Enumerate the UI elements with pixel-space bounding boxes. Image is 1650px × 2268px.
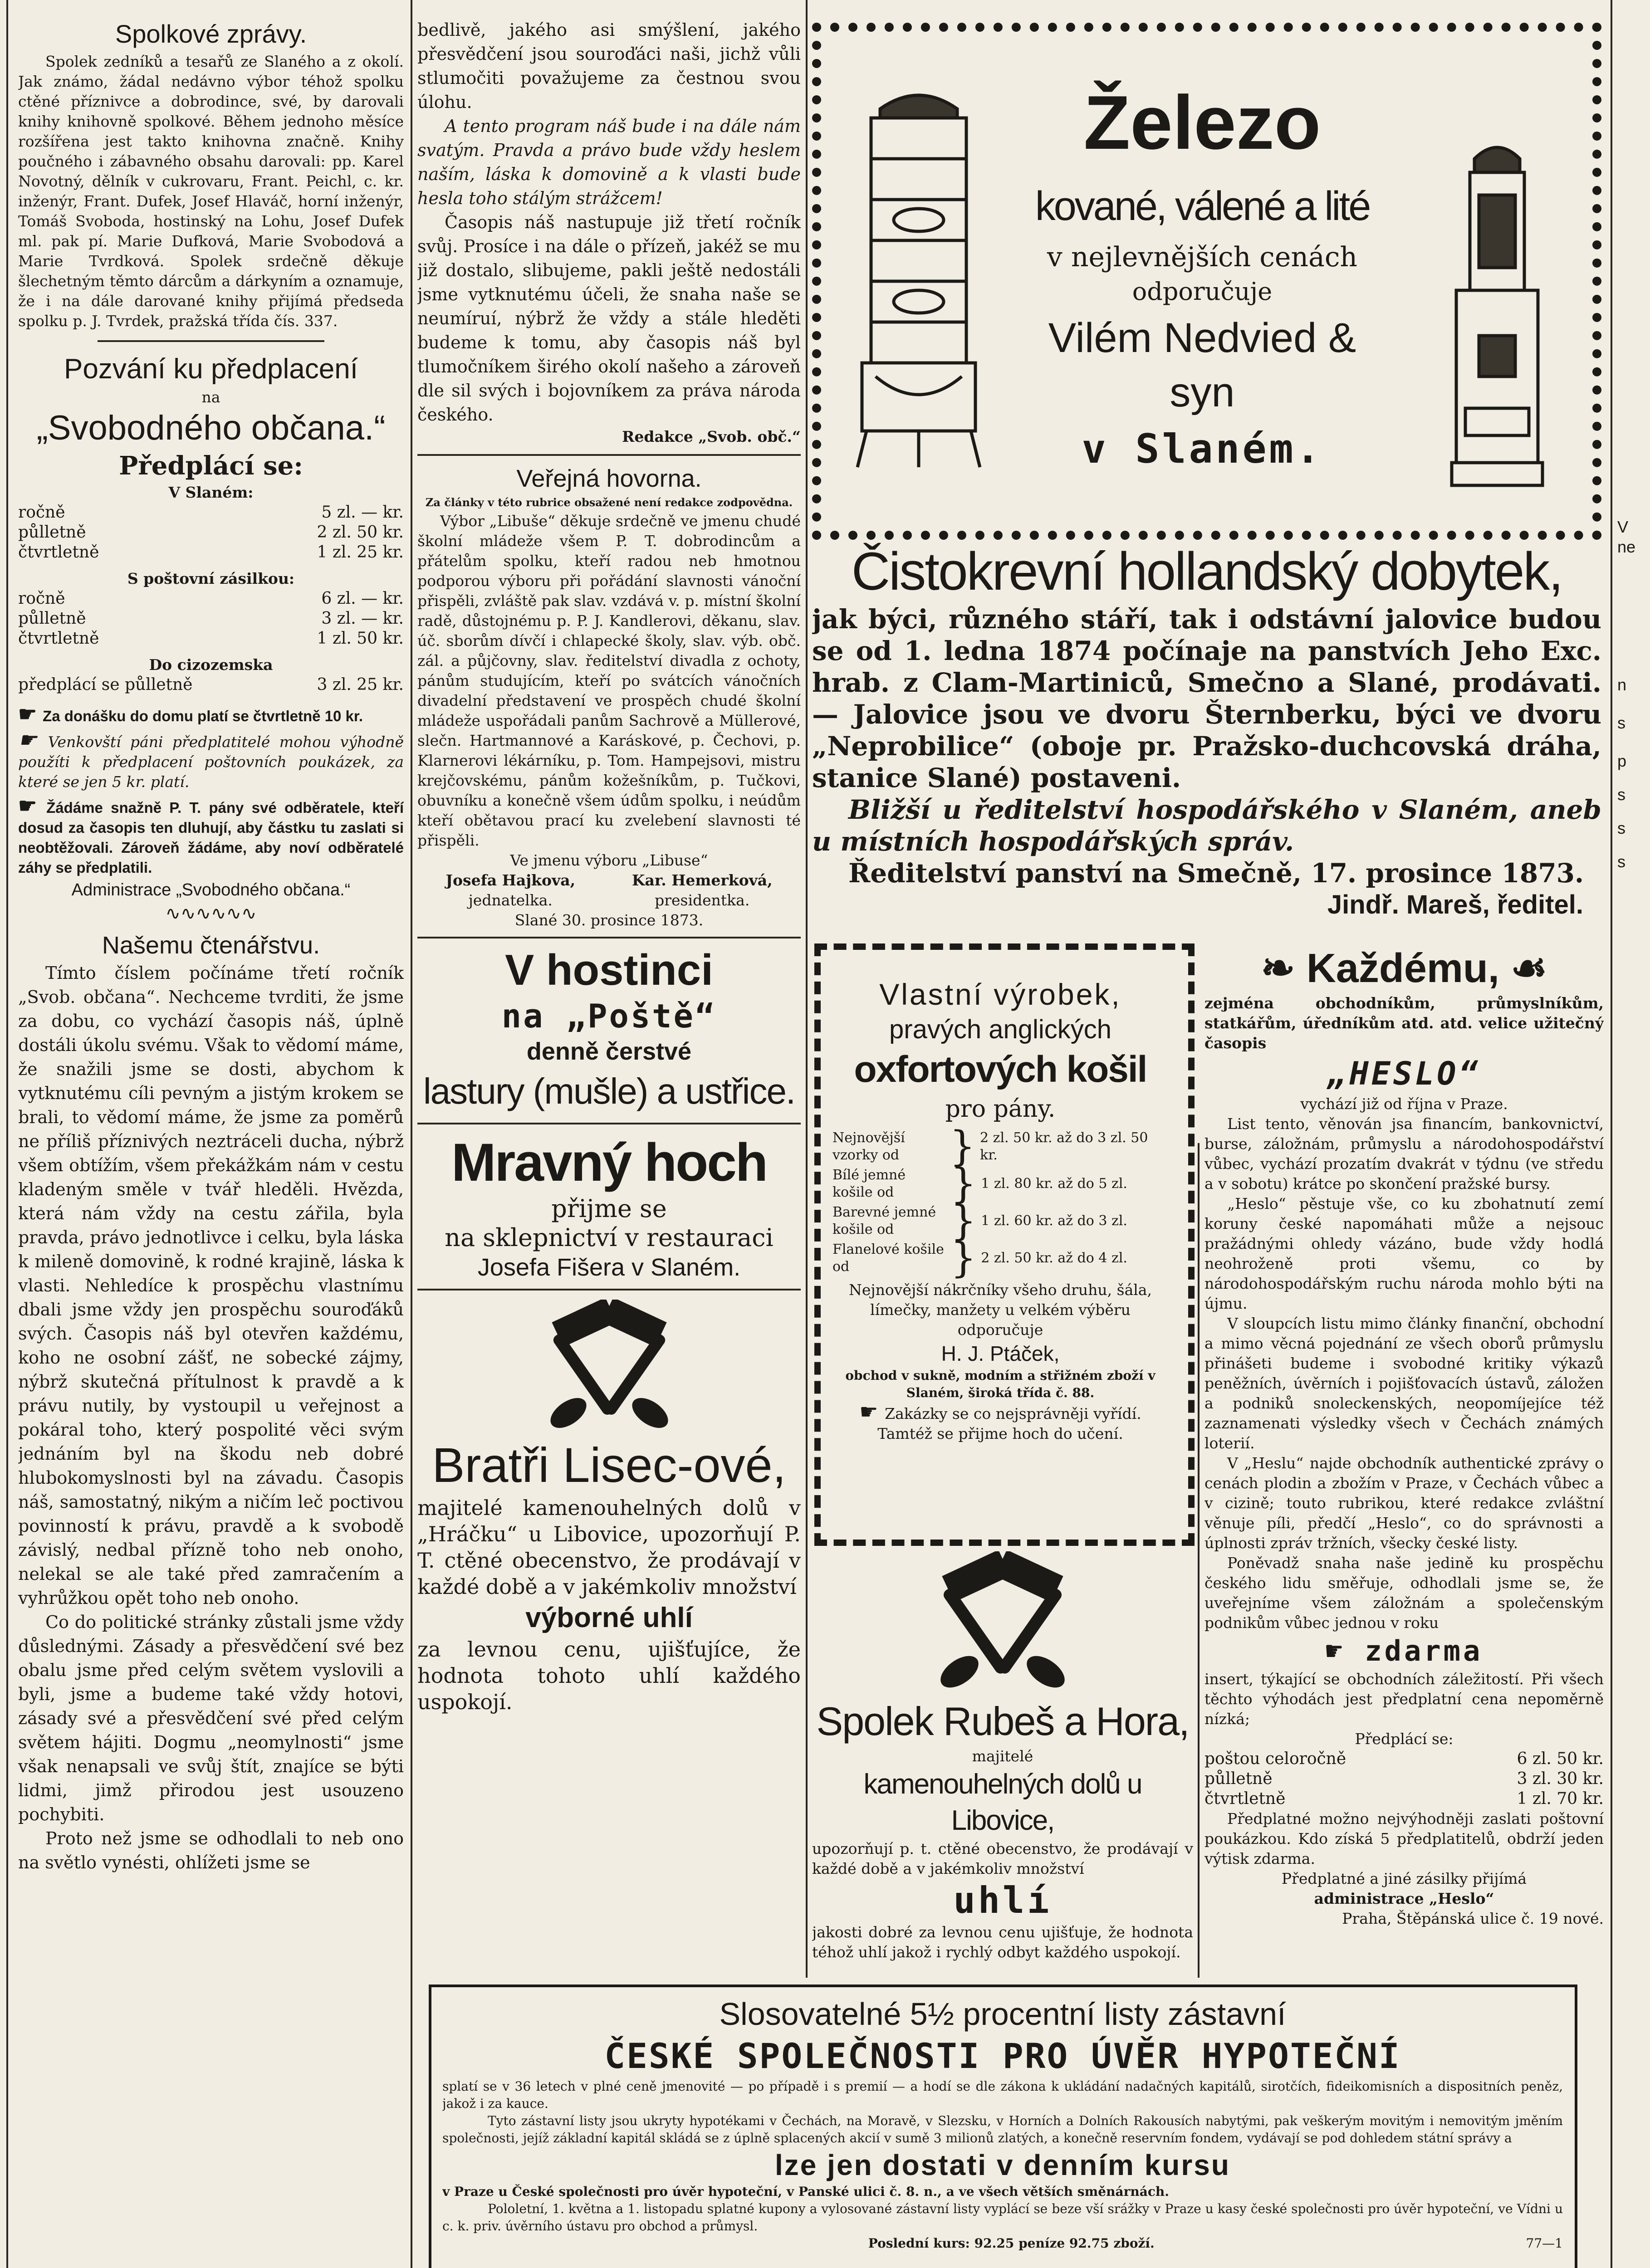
rubes-ad bbox=[812, 1551, 1193, 1978]
sign-1-role: jednatelka. bbox=[468, 891, 553, 909]
kosile-name: H. J. Ptáček, bbox=[941, 1342, 1060, 1365]
heslo-addr: Praha, Štěpánská ulice č. 19 nové. bbox=[1342, 1910, 1604, 1927]
program-para-3: Časopis náš nastupuje již třetí ročník svůj. Prosíce i na dále o přízeň, jakéž se mu již dostalo, slibujeme, pakli ještě nedostáli jsme vytknutému účeli, že snaha naše se neumíruí, nýbrž že vždy a stále hleděti budeme k tomu, aby časopis náš byl tlumočníkem širého okolí našeho a zároveň dle sil svých i bojovníkem za práva národa českého. bbox=[417, 212, 801, 425]
donaska-note bbox=[18, 704, 404, 726]
hoch-l3: na sklepnictví v restauraci bbox=[445, 1223, 774, 1252]
rubes-tail: jakosti dobré za levnou cenu ujišťuje, že hodnota téhož uhlí jakož i rychlý odbyt každého uspokojí. bbox=[812, 1923, 1193, 1961]
kosile-price-list bbox=[832, 1123, 1168, 1282]
oven-icon bbox=[1438, 136, 1556, 499]
rubes-uhli: uhlí bbox=[953, 1879, 1052, 1921]
edge-f: s bbox=[1617, 785, 1626, 804]
zelezo-l3: v nejlevnějších cenách bbox=[1047, 241, 1358, 273]
heslo-ad bbox=[1204, 943, 1604, 1978]
price-label: čtvrtletně bbox=[18, 629, 99, 648]
kosile-addr: obchod v sukně, modním a střižném zboží v Slaném, široká třída č. 88. bbox=[845, 1368, 1155, 1400]
divider bbox=[417, 1123, 801, 1124]
ctenar-para-2: Co do politické stránky zůstali jsme vždy důslednými. Zásady a přesvědčení své bez obalu jsme před celým světem vyslovili a byli, jsme a budeme také vždy hotovi, zásady své a přesvědčení své před celým světem hájiti. Dogmu „neomylnosti“ jsme však nenapsali ve svůj štít, znajíce se býti lidmi, jimž přirodou jest usouzeno pochybiti. bbox=[18, 1612, 404, 1824]
kosile-row-value: 1 zl. 80 kr. až do 5 zl. bbox=[981, 1176, 1127, 1192]
program-para-1: bedlivě, jakého asi smýšlení, jakého přesvědčení jsou souroďáci naši, jichž vůli stlumočiti považujeme za čestnou svou úlohu. bbox=[417, 20, 801, 112]
edge-e: p bbox=[1617, 752, 1627, 770]
stove-icon bbox=[848, 77, 989, 476]
edge-g: s bbox=[1617, 819, 1626, 837]
heslo-p7: Poněvadž snaha naše jedině ku prospěchu českého lidu směřuje, odhodlali jsme se, že uveřejníme všem záložnám a společenským podnikům vůbec jednou v roku bbox=[1204, 1554, 1604, 1632]
edge-c: n bbox=[1617, 675, 1627, 694]
venkov-note bbox=[18, 730, 404, 792]
admin-signature: Administrace „Svobodného občana.“ bbox=[71, 880, 351, 899]
price-label: poštou celoročně bbox=[1204, 1750, 1346, 1768]
dobytek-sign: Jindř. Mareš, ředitel. bbox=[1327, 890, 1583, 919]
dobytek-text: jak býci, různého stáří, tak i odstávní jalovice budou se od 1. ledna 1874 počínaje na panstvích Jeho Exc. hrab. z Clam-Martiniců, Smečno a Slané, prodávati. — Jalovice jsou ve dvoru Šternberku, býci ve dvoru „Neprobilice“ (oboje pr. Pražsko-duchcovská dráha, stanice Slané) postaveni. bbox=[812, 604, 1601, 793]
edge-a: V bbox=[1617, 518, 1629, 536]
hammers-icon bbox=[812, 1551, 1193, 1696]
slane-price-list bbox=[18, 503, 404, 562]
heslo-p3: List tento, věnován jsa financím, bankovnictví, burse, záložnám, průmyslu a národohospodářství vůbec, vychází prozatím dvakrát v týdnu (ve středu a v sobotu) krátce po skončení pražské bursy. bbox=[1204, 1115, 1604, 1193]
listy-num: 77—1 bbox=[1526, 2236, 1563, 2251]
ornament-icon: ❧ bbox=[1261, 946, 1307, 991]
sign-1-name: Josefa Hajkova, bbox=[446, 871, 576, 889]
divider bbox=[417, 1289, 801, 1290]
hostinec-l4: lastury (mušle) a ustřice. bbox=[423, 1071, 795, 1111]
kosile-l3: oxfortových košil bbox=[854, 1049, 1147, 1090]
kosile-ad bbox=[832, 962, 1168, 1520]
column-rule-2 bbox=[806, 0, 808, 1978]
kosile-zakazky-text: Zakázky se co nejsprávněji vyřídí. bbox=[885, 1405, 1141, 1422]
zelezo-l2: kované, válené a lité bbox=[1035, 184, 1370, 229]
hostinec-l3: denně čerstvé bbox=[526, 1038, 692, 1065]
hovorna-jmenem: Ve jmenu výboru „Libuse“ bbox=[510, 851, 708, 869]
right-edge-rule bbox=[1611, 0, 1612, 2268]
zelezo-l7: v Slaném. bbox=[1082, 425, 1323, 472]
brace-icon: } bbox=[950, 1197, 977, 1245]
price-value: 2 zl. 50 kr. bbox=[317, 523, 404, 542]
brace-icon: } bbox=[950, 1234, 977, 1282]
lisec-tail: za levnou cenu, ujišťujíce, že hodnota tohoto uhlí každého uspokojí. bbox=[417, 1637, 801, 1714]
rubes-name: Spolek Rubeš a Hora, bbox=[816, 1699, 1189, 1744]
lisec-text: majitelé kamenouhelných dolů v „Hráčku“ u Libovice, upozorňují P. T. ctěné obecenstvo, že prodávají v každé době a v jakémkoliv množství bbox=[417, 1496, 801, 1599]
listy-p1: splatí se v 36 letech v plné ceně jmenovité — po případě i s premií — a hodí se dle zákona k ukládání nadačných kapitálů, sirotčích, fideikomisních a dispositních peněz, jakož i za kauce. bbox=[442, 2079, 1563, 2111]
heslo-p2: vychází již od října v Praze. bbox=[1300, 1095, 1508, 1113]
zelezo-l4: odporučuje bbox=[1132, 277, 1273, 306]
column-rule-3 bbox=[1198, 1143, 1200, 1978]
price-label: půlletně bbox=[1204, 1769, 1273, 1788]
ctenar-para-3: Proto než jsme se odhodlali to neb ono na světlo vynésti, ohlížeti jsme se bbox=[18, 1828, 404, 1872]
sign-2-role: presidentka. bbox=[655, 891, 750, 909]
listy-kurs: lze jen dostati v denním kursu bbox=[775, 2149, 1230, 2181]
divider bbox=[417, 454, 801, 456]
kosile-tamtez: Tamtéž se přijme hoch do učení. bbox=[877, 1425, 1123, 1442]
rubes-dolu: kamenouhelných dolů u Libovice, bbox=[863, 1769, 1142, 1836]
edge-d: s bbox=[1617, 714, 1626, 732]
hovorna-title: Veřejná hovorna. bbox=[516, 465, 702, 492]
lisec-uhli: výborné uhlí bbox=[525, 1602, 693, 1633]
kosile-row-label: Barevné jemné košile od bbox=[832, 1204, 936, 1237]
dobytek-blizsi: Bližší u ředitelství hospodářského v Slaném, aneb u místních hospodářských správ. bbox=[812, 794, 1601, 857]
kosile-row bbox=[832, 1197, 1168, 1245]
kosile-text: Nejnovější nákrčníky všeho druhu, šála, límečky, manžety u velkém výběru odporučuje bbox=[849, 1281, 1152, 1339]
listy-p4: Pololetní, 1. května a 1. listopadu splatné kupony a vylosované zástavní listy vyplácí se beze vší srážky v Praze u kasy české společnosti pro úvěr hypoteční, ve Vídni u c. k. priv. úvěrního ústavu pro obchod a průmysl. bbox=[442, 2201, 1563, 2234]
price-row bbox=[1204, 1749, 1604, 1769]
price-label: ročně bbox=[18, 589, 65, 608]
price-value: 5 zl. — kr. bbox=[321, 503, 404, 522]
sign-2-name: Kar. Hemerková, bbox=[632, 871, 773, 889]
dobytek-title: Čistokrevní hollandský dobytek, bbox=[851, 542, 1562, 601]
kosile-row-value: 2 zl. 50 kr. až do 4 zl. bbox=[981, 1250, 1127, 1266]
lisec-name: Bratři Lisec-ové, bbox=[432, 1437, 786, 1492]
price-value: 1 zl. 70 kr. bbox=[1517, 1789, 1604, 1808]
hovorna-note: Za články v této rubrice obsažené není redakce zodpovědna. bbox=[425, 496, 793, 509]
zadame-note bbox=[18, 796, 404, 878]
pozvani-paper-name: „Svobodného občana.“ bbox=[36, 409, 386, 447]
listy-ad bbox=[442, 1994, 1563, 2268]
spolkove-title: Spolkové zprávy. bbox=[115, 20, 307, 48]
kosile-row bbox=[832, 1234, 1168, 1282]
hoch-l2: přijme se bbox=[551, 1194, 667, 1223]
dobytek-ad bbox=[812, 540, 1601, 939]
kosile-l2: pravých anglických bbox=[889, 1015, 1111, 1044]
redakce-sign: Redakce „Svob. obč.“ bbox=[622, 428, 801, 445]
price-label: čtvrtletně bbox=[1204, 1789, 1286, 1808]
pozvani-na: na bbox=[201, 388, 220, 406]
ornament-icon: ☙ bbox=[1499, 946, 1547, 991]
listy-p2: Tyto zástavní listy jsou ukryty hypotékami v Čechách, na Moravě, v Slezsku, v Horních a Dolních Rakousích nabytými, pak veškerým movitým i nemovitým jměním společnosti, jejíž základní kapitál skládá se z úplně splacených akcií v sumě 3 milionů zlatých, a konečně reservním fondem, vydávají se pod dohledem státní správy a bbox=[442, 2113, 1563, 2146]
pointing-hand-icon: ☛ bbox=[18, 728, 48, 752]
heslo-p6: V „Heslu“ najde obchodník authentické zprávy o cenách plodin a zbožím v Praze, v Čechách vůbec a v cizině; touto rubrikou, které redakce zvláštní věnuje píli, předčí „Heslo“, co do správnosti a úplnosti zpráv tržních, všecky české listy. bbox=[1204, 1454, 1604, 1552]
kosile-l1: Vlastní výrobek, bbox=[879, 978, 1121, 1011]
spolkove-text: Spolek zedníků a tesařů ze Slaného a z okolí. Jak známo, žádal nedávno výbor téhož spolku ctěné příznivce a dobrodince, své, by darovali knihy knihovně spolkové. Během jednoho měsíce rozšířena jest takto knihovna značně. Knihy poučného i zábavného obsahu darovali: pp. Karel Novotný, dělník v cukrovaru, Frant. Peichl, c. kr. inženýr, Frant. Dufek, Josef Hlaváč, horní inženýr, Tomáš Svoboda, hostinský na Lohu, Josef Dufek ml. pak pí. Marie Dufková, Marie Svobodová a Marie Tvrdková. Spolek srdečně děkuje šlechetným těmto dárcům a dárkyním a oznamuje, že i na dále darované knihy přijímá předseda spolku p. J. Tvrdek, pražská třída čís. 337. bbox=[18, 53, 404, 330]
hovorna-date: Slané 30. prosince 1873. bbox=[514, 911, 704, 929]
wave-divider: ∿∿∿∿∿∿ bbox=[165, 903, 257, 924]
cizo-price bbox=[18, 675, 404, 695]
listy-company: ČESKÉ SPOLEČNOSTI PRO ÚVĚR HYPOTEČNÍ bbox=[604, 2036, 1401, 2076]
hoch-l1: Mravný hoch bbox=[451, 1133, 767, 1193]
kosile-zakazky bbox=[832, 1399, 1168, 1424]
listy-last: Poslední kurs: 92.25 peníze 92.75 zboží. bbox=[868, 2236, 1155, 2251]
price-row bbox=[18, 503, 404, 523]
heslo-predplaci: Předplácí se: bbox=[1355, 1730, 1454, 1748]
price-value: 6 zl. — kr. bbox=[321, 589, 404, 608]
column-1 bbox=[18, 18, 404, 2268]
kosile-row-value: 1 zl. 60 kr. až do 3 zl. bbox=[981, 1213, 1127, 1229]
predplaci-heading: Předplácí se: bbox=[119, 451, 303, 481]
heslo-p5: V sloupcích listu mimo články finanční, obchodní a mimo věcná pojednání ze všech oborů průmyslu přinášeti budeme i svobodné kritiky výkazů peněžních, úvěrních i pojišťovacích ústavů, záložen a podniků snoleckenských, neopomíjejíce též zaznamenati výsledky všech v Čechách známých loterií. bbox=[1204, 1315, 1604, 1452]
zelezo-title: Železo bbox=[1083, 80, 1321, 165]
price-label: půlletně bbox=[18, 523, 86, 542]
heslo-kazdemu bbox=[1204, 943, 1604, 993]
zelezo-l5: Vilém Nedvied & bbox=[1048, 315, 1356, 361]
price-label: půlletně bbox=[18, 609, 86, 628]
pointing-hand-icon: ☛ bbox=[859, 1399, 885, 1424]
kosile-row bbox=[832, 1160, 1168, 1207]
kosile-row-label: Bílé jemné košile od bbox=[832, 1167, 906, 1200]
dobytek-smecno: Ředitelství panství na Smečně, 17. prosince 1873. bbox=[848, 858, 1584, 889]
heslo-p10: Předplatné a jiné zásilky přijímá bbox=[1281, 1870, 1527, 1887]
posta-heading: S poštovní zásilkou: bbox=[127, 570, 295, 587]
price-label: čtvrtletně bbox=[18, 543, 99, 562]
pointing-hand-icon: ☛ bbox=[1325, 1634, 1365, 1667]
heslo-p9: Předplatné možno nejvýhodněji zaslati poštovní poukázkou. Kdo získá 5 předplatitelů, obdrží jeden výtisk zdarma. bbox=[1204, 1810, 1604, 1867]
price-row bbox=[18, 523, 404, 543]
donaska-text: Za donášku do domu platí se čtvrtletně 10 kr. bbox=[43, 708, 363, 724]
ctenar-para-1: Tímto číslem počínáme třetí ročník „Svob. občana“. Nechceme tvrditi, že jsme za dobu, co vychází časopis náš, úplně dostáli úkolu svému. Však to vědomí máme, že snažili jsme se dosti, abychom k vytknutému cíli pevným a jistým krokem se brali, to vědomí máme, že jsme za poměrů ne příliš příznivých neztráceli ducha, nýbrž všem obtížím, všem překážkám nám v cestu kladeným směle v tvář hleděli. Hvězda, která nám vždy na cestu zářila, byla pravda, právo jednotlivce i celku, byla láska k mileně domovině, k rodné krajině, láska k vlasti. Nehledíce k prospěchu vlastnímu dbali jsme vždy jen prospěchu souroďáků svých. Časopis náš byl otevřen každému, koho ne osobní zášť, ne sobecké zájmy, nýbrž skutečná přítulnost k pravdě a k právu nutily, by vystoupil u veřejnost a pokáral toho, který pospolité věci svým jednáním byl na škodu neb dobré hlubokomyslnosti byl na závadu. Časopis náš, samostatný, nikým a ničím leč poctivou povinností k právu, pravdě a k svobodě závislý, nedbal přízně toho neb onoho, nelekal se ale také před zamračením a vyhrůžkou opět toho neb onoho. bbox=[18, 963, 404, 1608]
pointing-hand-icon: ☛ bbox=[18, 794, 47, 817]
hovorna-text: Výbor „Libuše“ děkuje srdečně ve jmenu chudé školní mládeže všem P. T. dobrodincům a přátelům spolku, kteří radou neb hmotnou podporou výboru při pořádání slavnosti vánoční přispěli, zvláště pak slav. vzdává v. p. místní školní radě, důstojnému p. P. J. Kandlerovi, děkanu, slav. úč. sborům dívčí i chlapecké školy, slav. výb. obč. zál. a půjčovny, slav. ředitelství divadla z ochoty, pánům studujícím, kteří po svátcích vánočních divadelní představení ve prospěch chudé školní mládeže uspořádali panům Sachrově a Müllerové, slečn. Hartmannové a Karáskové, p. Čechovi, p. Klarnerovi lékárníku, p. Tom. Hampejsovi, mistru krejčovskému, pánům kožešníkům, p. Tučkovi, obuvníku a konečně všem údům spolku, i neúdům kteří obětavou prací ku zvelebení slavnosti té přispěli. bbox=[417, 512, 801, 849]
heslo-kazdemu-text: Každému, bbox=[1306, 946, 1499, 991]
price-row bbox=[1204, 1769, 1604, 1789]
price-value: 3 zl. 30 kr. bbox=[1517, 1769, 1604, 1788]
price-value: 6 zl. 50 kr. bbox=[1517, 1750, 1604, 1768]
listy-title: Slosovatelné 5½ procentní listy zástavní bbox=[719, 1996, 1286, 2032]
price-row bbox=[18, 609, 404, 629]
column-2 bbox=[417, 18, 801, 1969]
price-row bbox=[18, 543, 404, 562]
price-row bbox=[1204, 1789, 1604, 1809]
zelezo-ad bbox=[830, 36, 1574, 513]
brace-icon: } bbox=[950, 1160, 977, 1207]
hammers-icon bbox=[417, 1300, 801, 1436]
hoch-l4: Josefa Fišera v Slaném. bbox=[477, 1254, 741, 1281]
price-row bbox=[18, 589, 404, 609]
left-edge-rule bbox=[6, 0, 8, 2268]
program-para-2: A tento program náš bude i na dále nám svatým. Pravda a právo bude vždy heslem naším, láska k domovině a k vlasti bude hesla toho stálým strážcem! bbox=[417, 116, 801, 208]
cizo-label: předplácí se půlletně bbox=[18, 675, 193, 694]
zelezo-l6: syn bbox=[1170, 369, 1235, 415]
slane-heading: V Slaném: bbox=[168, 484, 254, 501]
kosile-row-value: 2 zl. 50 kr. až do 3 zl. 50 kr. bbox=[980, 1130, 1148, 1163]
divider bbox=[98, 340, 324, 342]
zadame-text: Žádáme snažně P. T. pány své odběratele, kteří dosud za časopis ten dluhují, aby částku tu zaslati si neobtěžovali. Zároveň žádáme, aby noví odběratelé záhy se předplatili. bbox=[18, 799, 404, 876]
kosile-row-label: Flanelové košile od bbox=[832, 1242, 944, 1275]
heslo-zdarma bbox=[1204, 1633, 1604, 1669]
price-row bbox=[18, 629, 404, 649]
rubes-text: upozorňují p. t. ctěné obecenstvo, že prodávají v každé době a v jakémkoliv množství bbox=[812, 1840, 1193, 1877]
hovorna-signatures bbox=[417, 870, 801, 910]
heslo-price-list bbox=[1204, 1749, 1604, 1809]
edge-b: ne bbox=[1617, 538, 1636, 556]
heslo-p1: zejména obchodníkům, průmyslníkům, statkářům, úředníkům atd. atd. velice užitečný časopis bbox=[1204, 994, 1604, 1052]
heslo-name: „HESLO“ bbox=[1327, 1055, 1481, 1092]
cropped-edge-text bbox=[1617, 517, 1649, 925]
kosile-l4: pro pány. bbox=[945, 1095, 1056, 1123]
cizo-heading: Do cizozemska bbox=[149, 656, 273, 674]
cizo-value: 3 zl. 25 kr. bbox=[317, 675, 404, 694]
price-label: ročně bbox=[18, 503, 65, 522]
hostinec-l1: V hostinci bbox=[505, 946, 713, 994]
listy-p3: v Praze u České společnosti pro úvěr hypoteční, v Panské ulici č. 8. n., a ve všech větších směnárnách. bbox=[442, 2184, 1170, 2199]
heslo-admin: administrace „Heslo“ bbox=[1314, 1890, 1494, 1907]
brace-icon: } bbox=[949, 1123, 976, 1170]
listy-footer bbox=[442, 2235, 1563, 2252]
posta-price-list bbox=[18, 589, 404, 649]
ctenar-title: Našemu čtenářstvu. bbox=[102, 932, 320, 959]
column-rule-1 bbox=[411, 0, 412, 2268]
price-value: 1 zl. 50 kr. bbox=[317, 629, 404, 648]
edge-h: s bbox=[1617, 852, 1626, 871]
venkov-text: Venkovští páni předplatitelé mohou výhodně použíti k předplacení poštovních poukázek, za které se jen 5 kr. platí. bbox=[18, 733, 404, 791]
pointing-hand-icon: ☛ bbox=[18, 702, 43, 726]
heslo-p8: insert, týkající se obchodních záležitostí. Při všech těchto výhodách jest předplatní cena nepoměrně nízká; bbox=[1204, 1670, 1604, 1728]
hostinec-l2: na „Poště“ bbox=[501, 997, 717, 1035]
price-value: 1 zl. 25 kr. bbox=[317, 543, 404, 562]
kosile-row bbox=[832, 1123, 1168, 1170]
rubes-majitele: majitelé bbox=[972, 1747, 1033, 1765]
heslo-zdarma-text: zdarma bbox=[1365, 1634, 1483, 1667]
heslo-p4: „Heslo“ pěstuje vše, co ku zbohatnutí zemí koruny české napomáhati může a nejsouc pražádnými ohledy vázáno, bude vždy hodlá neohroženě proti všemu, co by národohospodářským ruchu národa mohlo býti na újmu. bbox=[1204, 1195, 1604, 1312]
pozvani-title: Pozvání ku předplacení bbox=[64, 353, 358, 385]
divider bbox=[417, 937, 801, 938]
kosile-row-label: Nejnovější vzorky od bbox=[832, 1130, 905, 1163]
price-value: 3 zl. — kr. bbox=[321, 609, 404, 628]
